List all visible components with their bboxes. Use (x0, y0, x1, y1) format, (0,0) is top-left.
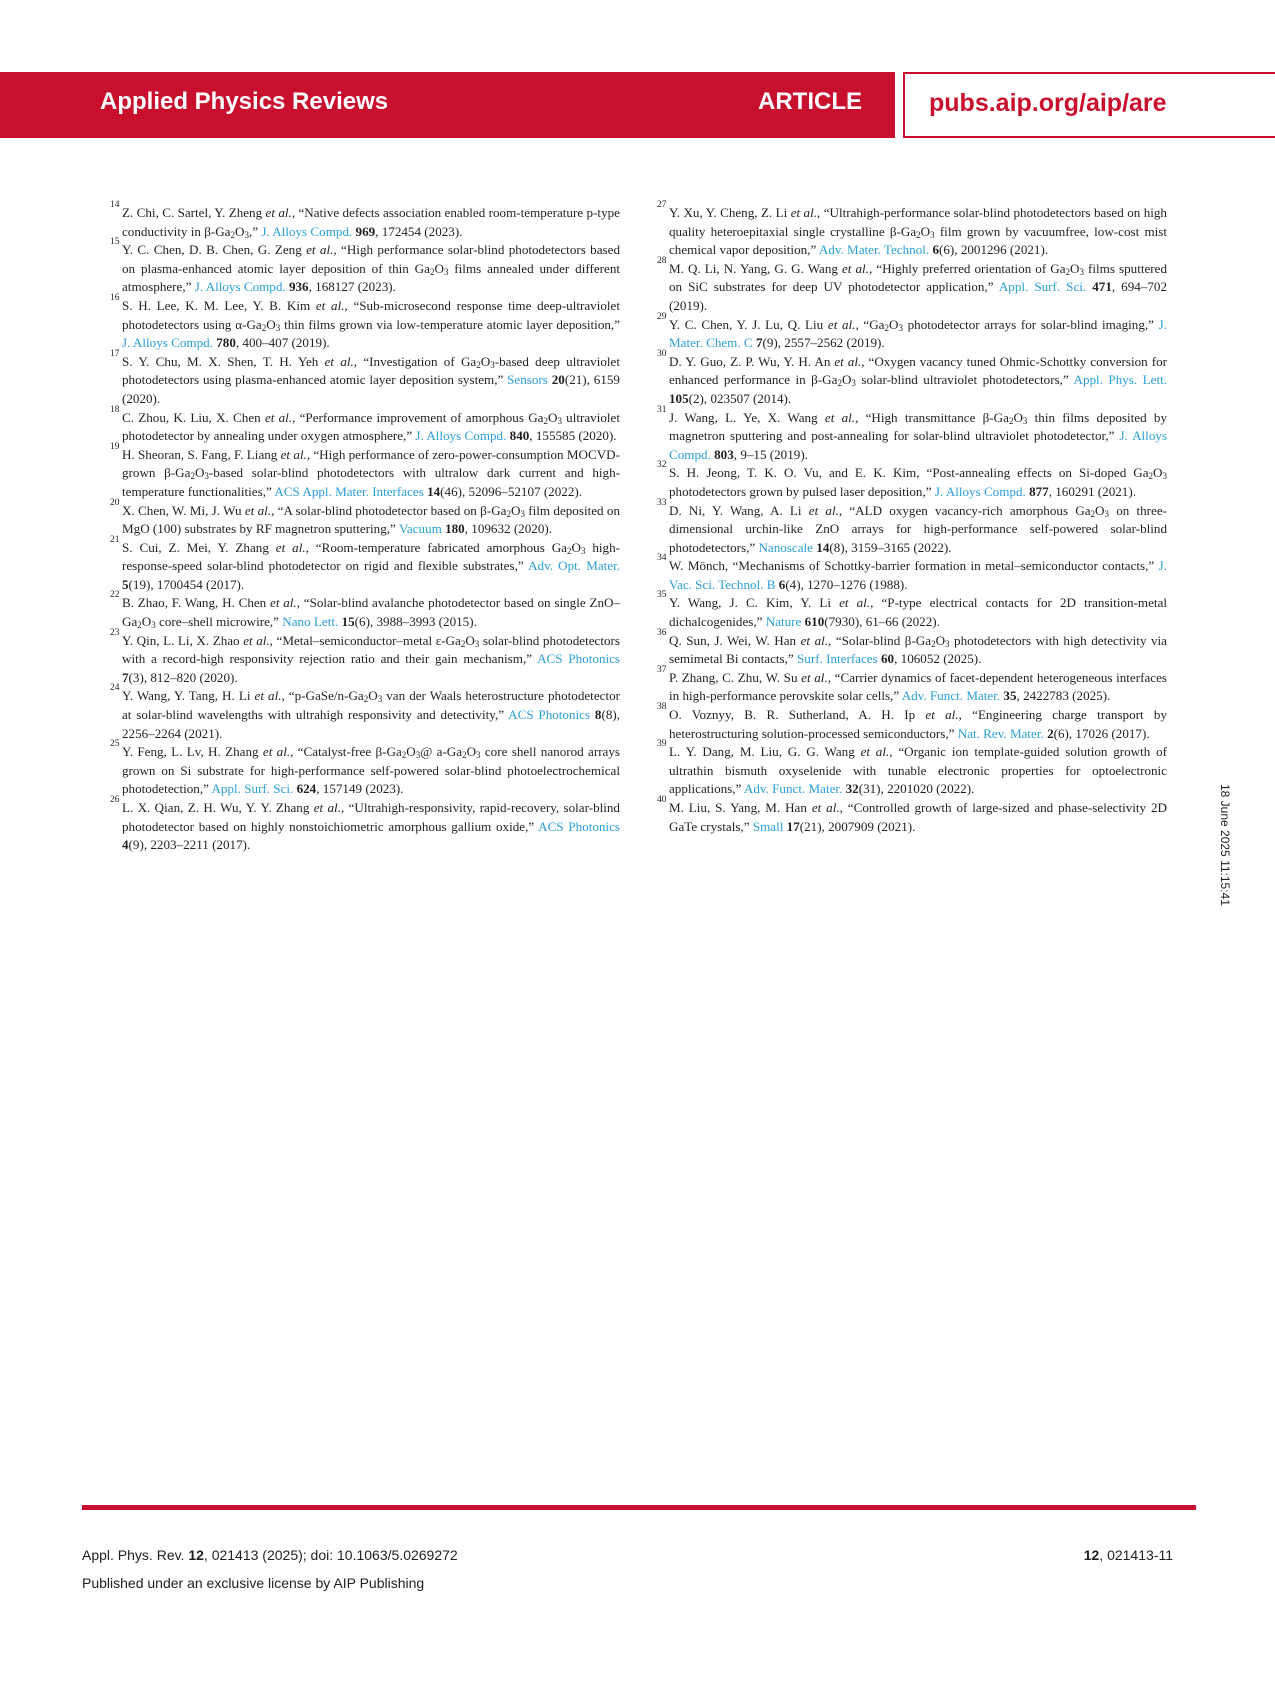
reference-number: 34 (657, 553, 667, 564)
reference-title: , “High transmittance $\beta-Ga_2O_3$ thin films deposited by magnetron sputtering and post-annealing for solar-blind ultraviolet photodetector,” (669, 409, 1167, 444)
reference-etal: et al. (270, 595, 297, 611)
reference-24 (110, 683, 620, 743)
reference-journal-link[interactable]: J. Alloys Compd. (669, 428, 1168, 462)
reference-volume: 8 (594, 707, 602, 723)
reference-journal-link[interactable]: Nature (765, 614, 802, 630)
reference-number: 17 (110, 348, 120, 359)
footer-license: Published under an exclusive license by AIP Publishing (82, 1575, 425, 1591)
reference-pages: , 2422783 (2025). (1016, 688, 1111, 704)
reference-number: 37 (657, 664, 667, 675)
reference-volume: 17 (786, 818, 800, 834)
reference-28 (657, 255, 1167, 316)
reference-30 (657, 348, 1167, 409)
reference-volume: 7 (122, 669, 129, 685)
reference-authors: L. X. Qian, Z. H. Wu, Y. Y. Zhang (122, 800, 314, 815)
reference-authors: Y. Wang, J. C. Kim, Y. Li (669, 595, 840, 611)
article-label: ARTICLE (758, 88, 862, 115)
reference-pages: (21), 2007909 (2021). (799, 818, 916, 834)
reference-etal: et al. (264, 409, 293, 425)
reference-etal: et al. (306, 242, 334, 258)
reference-title: , “High performance of zero-power-consumption MOCVD-grown $\beta-Ga_2O_3$-based solar-blind photodetectors with ultralow dark current and high-temperature functionalities,” (122, 446, 620, 499)
reference-etal: et al. (839, 595, 871, 611)
reference-title: , “Sub-microsecond response time deep-ultraviolet photodetectors using $\alpha-Ga_2O_3$ thin films grown via low-temperature atomic layer deposition,” (122, 297, 621, 333)
reference-journal-link[interactable]: Vacuum (398, 521, 442, 537)
reference-etal: et al. (790, 205, 818, 220)
reference-number: 15 (110, 237, 120, 248)
reference-title: , “High performance solar-blind photodetectors based on plasma-enhanced atomic layer deposition of thin $Ga_2O_3$ films annealed under different atmosphere,” (122, 242, 621, 295)
reference-pages: , 155585 (2020). (529, 428, 617, 444)
reference-40 (657, 795, 1167, 836)
reference-number: 14 (110, 200, 120, 210)
reference-title: , “Controlled growth of large-sized and phase-selectivity 2D GaTe crystals,” (669, 800, 1167, 834)
reference-authors: W. Mönch, (669, 558, 733, 574)
reference-pages: (3), 812–820 (2020). (128, 669, 238, 685)
reference-journal-link[interactable]: J. Alloys Compd. (194, 279, 286, 295)
reference-title: , “Room-temperature fabricated amorphous $Ga_2O_3$ high-response-speed solar-blind photodetector on rigid and flexible substrates,” (122, 539, 620, 574)
reference-number: 36 (657, 627, 667, 638)
reference-etal: et al. (925, 707, 959, 723)
page-number: , 021413-11 (1099, 1547, 1173, 1563)
reference-journal-link[interactable]: J. Alloys Compd. (261, 223, 353, 239)
reference-journal-link[interactable]: Adv. Mater. Technol. (818, 242, 930, 258)
reference-pages: , 168127 (2023). (308, 279, 396, 295)
reference-volume: 803 (714, 446, 734, 462)
reference-volume: 6 (778, 576, 786, 592)
reference-number: 38 (657, 702, 667, 713)
banner-red-bar (0, 72, 895, 138)
reference-title: , “Native defects association enabled room-temperature p-type conductivity in $\beta-Ga_2O_3$,” (122, 205, 620, 240)
reference-20 (110, 497, 620, 539)
reference-volume: 35 (1003, 688, 1017, 704)
reference-journal-link[interactable]: Nat. Rev. Mater. (957, 725, 1044, 741)
reference-etal: et al. (324, 353, 354, 369)
reference-number: 40 (657, 795, 667, 805)
reference-journal-link[interactable]: J. Alloys Compd. (934, 483, 1026, 499)
reference-authors: M. Q. Li, N. Yang, G. G. Wang (669, 260, 842, 276)
reference-journal-link[interactable]: Surf. Interfaces (797, 651, 878, 667)
reference-authors: Y. C. Chen, Y. J. Lu, Q. Liu (669, 316, 828, 332)
reference-21 (110, 534, 621, 595)
reference-number: 16 (110, 292, 120, 303)
reference-number: 33 (657, 497, 667, 508)
reference-title: , “$p-GaSe/n-Ga_2O_3$ van der Waals heterostructure photodetector at solar-blind wavelengths with ultrahigh responsivity and detectivity,” (122, 688, 620, 723)
reference-35 (657, 590, 1167, 631)
reference-27 (657, 200, 1167, 260)
reference-pages: , 160291 (2021). (1048, 483, 1136, 499)
reference-pages: , 694–702 (2019). (669, 279, 1167, 313)
reference-pages: (6), 2001296 (2021). (939, 242, 1049, 258)
reference-34 (657, 553, 1167, 594)
reference-18 (110, 404, 620, 446)
reference-number: 32 (657, 460, 667, 471)
reference-volume: 840 (509, 428, 530, 444)
reference-22 (110, 590, 620, 631)
footer-page-number (1084, 1547, 1173, 1563)
reference-authors: X. Chen, W. Mi, J. Wu (122, 502, 245, 518)
reference-journal-link[interactable]: Appl. Surf. Sci. (211, 781, 294, 797)
reference-number: 30 (657, 348, 667, 359)
reference-authors: Y. Wang, Y. Tang, H. Li (122, 688, 255, 704)
reference-etal: et al. (265, 205, 292, 220)
reference-volume: 969 (355, 223, 376, 239)
reference-25 (110, 739, 621, 799)
reference-39 (657, 739, 1168, 799)
reference-volume: 5 (122, 576, 129, 592)
reference-pages: , 9–15 (2019). (733, 446, 808, 462)
reference-etal: et al. (860, 744, 890, 760)
reference-number: 28 (657, 255, 667, 266)
reference-title: , “Solar-blind $\beta-Ga_2O_3$ photodetectors with high detectivity via semimetal Bi contacts,” (669, 632, 1167, 667)
reference-volume: 2 (1047, 725, 1054, 741)
reference-volume: 936 (288, 279, 309, 295)
reference-etal: et al. (315, 297, 345, 313)
reference-journal-link[interactable]: Nanoscale (758, 539, 813, 555)
reference-number: 23 (110, 627, 120, 638)
journal-title: Applied Physics Reviews (100, 88, 389, 115)
reference-authors: L. Y. Dang, M. Liu, G. G. Wang (669, 744, 861, 760)
reference-volume: 877 (1029, 483, 1049, 499)
reference-number: 27 (657, 200, 667, 210)
reference-pages: (2), 023507 (2014). (688, 390, 792, 406)
reference-journal-link[interactable]: Adv. Funct. Mater. (901, 688, 1001, 704)
reference-journal-link[interactable]: ACS Photonics (537, 651, 620, 667)
reference-volume: 6 (932, 242, 939, 258)
reference-23 (110, 627, 620, 688)
reference-journal-link[interactable]: ACS Appl. Mater. Interfaces (274, 483, 424, 499)
reference-pages: (19), 1700454 (2017). (128, 576, 245, 592)
reference-journal-link[interactable]: Appl. Surf. Sci. (998, 279, 1087, 295)
reference-title: , “Highly preferred orientation of $Ga_2O_3$ films sputtered on SiC substrates for deep UV photodetector application,” (669, 260, 1167, 295)
reference-title: , “Performance improvement of amorphous $Ga_2O_3$ ultraviolet photodetector by annealing under oxygen atmosphere,” (122, 409, 620, 444)
reference-authors: S. H. Jeong, T. K. O. Vu, and E. K. Kim, (669, 465, 927, 481)
reference-number: 31 (657, 404, 667, 415)
reference-pages: (4), 1270–1276 (1988). (785, 576, 908, 592)
reference-title: , “Catalyst-free $\beta-Ga_2O_3@$ $a-Ga_2O_3$ core shell nanorod arrays grown on Si substrate for high-performance self-powered solar-blind photoelectrochemical photodetection,” (122, 744, 621, 797)
reference-authors: C. Zhou, K. Liu, X. Chen (122, 409, 265, 425)
references-right-column (657, 200, 1168, 836)
reference-title: , “Ultrahigh-performance solar-blind photodetectors based on high quality heteroepitaxial single crystalline $\beta-Ga_2O_3$ film grown by vacuumfree, low-cost mist chemical vapor deposition,” (669, 205, 1167, 258)
journal-banner (0, 72, 1275, 138)
reference-etal: et al. (800, 632, 829, 648)
reference-journal-link[interactable]: J. Alloys Compd. (415, 428, 507, 444)
reference-volume: 20 (551, 372, 565, 388)
reference-pages: (6), 17026 (2017). (1053, 725, 1150, 741)
reference-journal-link[interactable]: ACS Photonics (508, 707, 591, 723)
reference-journal-link[interactable]: Sensors (507, 372, 548, 388)
reference-pages: , 106052 (2025). (894, 651, 982, 667)
reference-authors: Y. Feng, L. Lv, H. Zhang (122, 744, 263, 760)
reference-pages: (31), 2201020 (2022). (858, 781, 975, 797)
reference-pages: , 109632 (2020). (464, 521, 553, 537)
reference-authors: S. Y. Chu, M. X. Shen, T. H. Yeh (122, 353, 325, 369)
reference-number: 22 (110, 590, 120, 601)
reference-15 (110, 237, 621, 297)
reference-number: 26 (110, 795, 120, 805)
reference-volume: 60 (881, 651, 895, 667)
reference-pages: (46), 52096–52107 (2022). (440, 483, 583, 499)
reference-volume: 14 (427, 483, 441, 499)
reference-number: 35 (657, 590, 667, 601)
reference-number: 19 (110, 441, 120, 452)
reference-journal-link[interactable]: J. Mater. Chem. C (669, 316, 1167, 351)
reference-etal: et al. (841, 260, 869, 276)
reference-journal-link[interactable]: J. Vac. Sci. Technol. B (669, 558, 1167, 592)
reference-authors: S. Cui, Z. Mei, Y. Zhang (122, 539, 276, 555)
reference-number: 29 (657, 311, 667, 322)
reference-19 (110, 441, 620, 502)
reference-title: “Mechanisms of Schottky-barrier formation in metal–semiconductor contacts,” (732, 558, 1159, 574)
reference-32 (657, 460, 1167, 501)
reference-etal: et al. (834, 353, 862, 369)
reference-journal-link[interactable]: Adv. Opt. Mater. (528, 558, 621, 574)
reference-pages: (8), 3159–3165 (2022). (829, 539, 952, 555)
footer-citation (82, 1547, 458, 1563)
reference-etal: et al. (313, 800, 341, 815)
reference-etal: et al. (243, 632, 270, 648)
page-volume: 12 (1083, 1547, 1100, 1563)
reference-etal: et al. (824, 409, 856, 425)
reference-title: “Post-annealing effects on Si-doped $Ga_2O_3$ photodetectors grown by pulsed laser deposition,” (669, 465, 1167, 499)
reference-authors: B. Zhao, F. Wang, H. Chen (122, 595, 271, 611)
reference-31 (657, 404, 1168, 465)
reference-14 (110, 200, 620, 241)
reference-etal: et al. (275, 539, 306, 555)
reference-volume: 624 (296, 781, 317, 797)
reference-title: , “Solar-blind avalanche photodetector based on single ZnO–$Ga_2O_3$ core–shell microwire,” (122, 595, 620, 631)
reference-journal-link[interactable]: Adv. Funct. Mater. (743, 781, 843, 797)
reference-journal-link[interactable]: Small (752, 818, 784, 834)
reference-17 (110, 348, 620, 409)
reference-title: , “Oxygen vacancy tuned Ohmic-Schottky conversion for enhanced performance in $\beta-Ga_2O_3$ solar-blind ultraviolet photodetectors,” (669, 353, 1167, 389)
reference-authors: P. Zhang, C. Zhu, W. Su (669, 669, 802, 685)
reference-authors: H. Sheoran, S. Fang, F. Liang (122, 446, 281, 462)
reference-journal-link[interactable]: J. Alloys Compd. (122, 335, 213, 351)
reference-title: , “Engineering charge transport by heterostructuring solution-processed semiconductors,” (669, 707, 1167, 741)
reference-etal: et al. (801, 669, 828, 685)
reference-38 (657, 702, 1167, 743)
reference-number: 21 (110, 534, 120, 545)
journal-url-link[interactable]: pubs.aip.org/aip/are (929, 89, 1167, 117)
reference-authors: Y. Xu, Y. Cheng, Z. Li (669, 205, 791, 220)
references-left-column (110, 200, 621, 855)
reference-pages: (7930), 61–66 (2022). (824, 614, 940, 630)
reference-title: , “ALD oxygen vacancy-rich amorphous $Ga_2O_3$ on three-dimensional urchin-like ZnO arrays for high-performance self-powered solar-blind photodetectors,” (669, 502, 1168, 555)
reference-37 (657, 664, 1167, 706)
reference-volume: 610 (804, 614, 825, 630)
reference-volume: 780 (216, 335, 236, 351)
reference-volume: 105 (669, 390, 689, 406)
reference-16 (110, 292, 621, 353)
reference-authors: O. Voznyy, B. R. Sutherland, A. H. Ip (669, 707, 926, 723)
reference-pages: , 172454 (2023). (375, 223, 463, 239)
reference-authors: J. Wang, L. Ye, X. Wang (669, 409, 825, 425)
reference-title: , “Carrier dynamics of facet-dependent heterogeneous interfaces in high-performance perovskite solar cells,” (669, 669, 1167, 704)
reference-title: , “P-type electrical contacts for 2D transition-metal dichalcogenides,” (669, 595, 1167, 630)
reference-authors: Q. Sun, J. Wei, W. Han (669, 632, 801, 648)
reference-pages: (9), 2203–2211 (2017). (128, 837, 251, 853)
reference-volume: 4 (122, 837, 129, 853)
reference-pages: , 157149 (2023). (316, 781, 404, 797)
download-timestamp: 18 June 2025 11:15:41 (1218, 784, 1232, 906)
reference-authors: S. H. Lee, K. M. Lee, Y. B. Kim (122, 297, 316, 313)
reference-title: , “Metal–semiconductor–metal $\varepsilon-Ga_2O_3$ solar-blind photodetectors with a record-high responsivity rejection ratio and their gain mechanism,” (122, 632, 620, 667)
reference-etal: et al. (262, 744, 291, 760)
reference-volume: 7 (755, 335, 763, 351)
reference-title: , “A solar-blind photodetector based on $\beta-Ga_2O_3$ film deposited on MgO (100) substrates by RF magnetron sputtering,” (122, 502, 620, 537)
reference-etal: et al. (254, 688, 282, 704)
citation-suffix: , 021413 (2025); doi: 10.1063/5.0269272 (203, 1547, 458, 1563)
reference-volume: 14 (816, 539, 830, 555)
reference-journal-link[interactable]: Nano Lett. (282, 614, 339, 630)
reference-authors: Y. C. Chen, D. B. Chen, G. Zeng (122, 242, 307, 258)
reference-title: , “Organic ion template-guided solution growth of ultrathin bismuth oxyselenide with tunable electronic properties for optoelectronic applications,” (669, 744, 1168, 797)
reference-33 (657, 497, 1168, 558)
url-box[interactable] (903, 72, 1275, 138)
reference-pages: , 400–407 (2019). (235, 335, 330, 351)
reference-number: 20 (110, 497, 120, 508)
reference-volume: 471 (1092, 279, 1112, 295)
reference-pages: (21), 6159 (2020). (122, 372, 620, 406)
reference-29 (657, 311, 1167, 353)
reference-number: 24 (110, 683, 120, 694)
reference-authors: Y. Qin, L. Li, X. Zhao (122, 632, 244, 648)
reference-authors: Z. Chi, C. Sartel, Y. Zheng (122, 205, 266, 220)
reference-journal-link[interactable]: ACS Photonics (538, 818, 620, 834)
reference-pages: (9), 2557–2562 (2019). (762, 335, 885, 351)
reference-authors: D. Ni, Y. Wang, A. Li (669, 502, 809, 518)
reference-number: 25 (110, 739, 120, 750)
reference-pages: (6), 3988–3993 (2015). (354, 614, 477, 630)
reference-36 (657, 627, 1167, 669)
reference-volume: 180 (445, 521, 465, 537)
reference-number: 18 (110, 404, 120, 415)
reference-journal-link[interactable]: Appl. Phys. Lett. (1073, 372, 1167, 388)
citation-prefix: Appl. Phys. Rev. (82, 1547, 189, 1563)
reference-volume: 32 (845, 781, 859, 797)
reference-authors: M. Liu, S. Yang, M. Han (669, 800, 812, 815)
reference-etal: et al. (811, 800, 840, 815)
reference-etal: et al. (244, 502, 272, 518)
reference-26 (110, 795, 620, 855)
reference-title: , “Ultrahigh-responsivity, rapid-recovery, solar-blind photodetector based on highly nonstoichiometric amorphous gallium oxide,” (122, 800, 620, 834)
reference-pages: (8), 2256–2264 (2021). (122, 707, 620, 741)
reference-volume: 15 (341, 614, 355, 630)
reference-number: 39 (657, 739, 667, 750)
reference-title: , “Investigation of $Ga_2O_3$-based deep ultraviolet photodetectors using plasma-enhanced atomic layer deposition system,” (122, 353, 620, 388)
citation-volume: 12 (188, 1547, 204, 1563)
reference-title: , “$Ga_2O_3$ photodetector arrays for solar-blind imaging,” (855, 316, 1159, 333)
reference-authors: D. Y. Guo, Z. P. Wu, Y. H. An (669, 353, 835, 369)
reference-etal: et al. (808, 502, 839, 518)
reference-etal: et al. (280, 446, 307, 462)
reference-etal: et al. (827, 316, 856, 332)
footer-rule (82, 1505, 1196, 1510)
